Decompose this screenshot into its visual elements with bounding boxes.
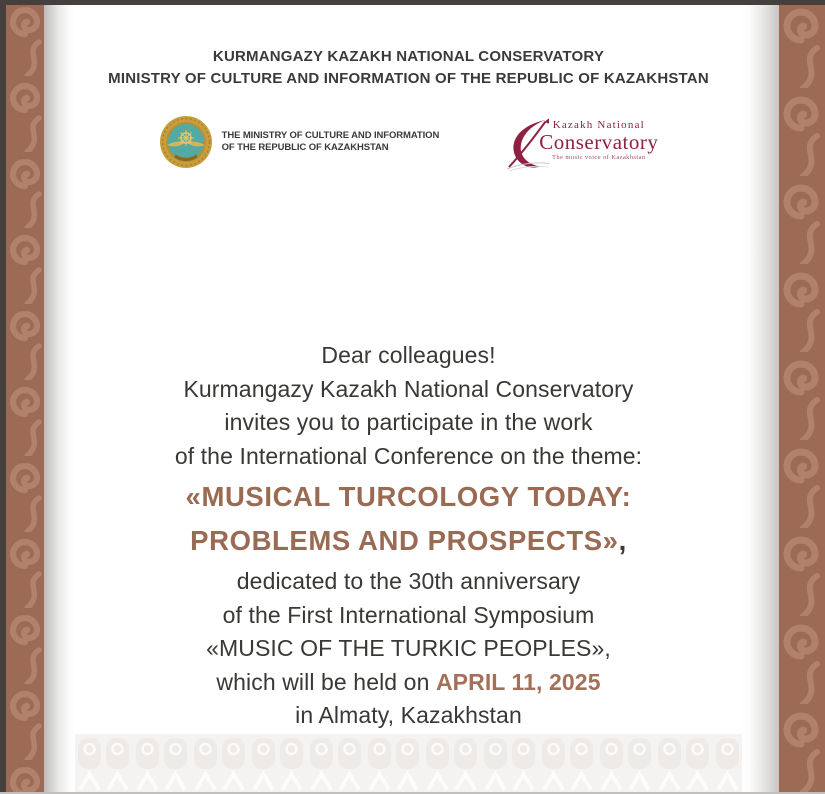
conservatory-logo — [505, 113, 658, 171]
left-ornament-border — [6, 0, 44, 794]
ministry-logo-line1: THE MINISTRY OF CULTURE AND INFORMATION — [221, 130, 440, 141]
invitation-text — [75, 339, 742, 733]
intro-line-4: of the International Conference on the theme: — [174, 442, 643, 469]
details-line-2: of the First International Symposium — [222, 601, 595, 628]
conservatory-logo-line2: Conservatory — [539, 130, 659, 154]
frame-top-edge — [0, 0, 825, 5]
ministry-logo — [159, 115, 440, 169]
intro-line-1: Dear colleagues! — [321, 342, 496, 368]
header-conservatory: KURMANGAZY KAZAKH NATIONAL CONSERVATORY — [212, 48, 605, 65]
date-line — [75, 666, 742, 700]
right-ornament-border — [779, 0, 825, 794]
logos-row — [75, 113, 742, 171]
date-line-prefix: which will be held on — [216, 668, 436, 695]
details-line-3: «MUSIC OF THE TURKIC PEOPLES», — [206, 635, 611, 661]
location-line: in Almaty, Kazakhstan — [295, 702, 522, 728]
bottom-frieze-ornament — [75, 734, 742, 792]
ministry-logo-text — [222, 130, 440, 154]
conference-title — [75, 473, 742, 565]
conference-title-comma: , — [618, 524, 627, 556]
document-page — [75, 0, 742, 794]
page-edge-shadow-left — [44, 0, 75, 794]
conference-title-line2 — [75, 519, 742, 563]
page-edge-shadow-right — [742, 0, 779, 794]
violin-bow-swoosh-icon — [505, 115, 549, 171]
conservatory-logo-line1: Kazakh National — [552, 119, 645, 131]
intro-line-3: invites you to participate in the work — [224, 409, 593, 435]
intro-line-2: Kurmangazy Kazakh National Conservatory — [183, 375, 634, 402]
conference-title-line2-text: PROBLEMS AND PROSPECTS» — [190, 524, 619, 556]
conference-title-line1: «MUSICAL TURCOLOGY TODAY: — [185, 481, 632, 512]
kazakhstan-emblem-icon — [159, 115, 213, 169]
conference-date: APRIL 11, 2025 — [435, 668, 601, 695]
conservatory-logo-tagline: The music voice of Kazakhstan — [552, 154, 646, 161]
ministry-logo-line2: OF THE REPUBLIC OF KAZAKHSTAN — [221, 142, 389, 153]
header-ministry: MINISTRY OF CULTURE AND INFORMATION OF THE REPUBLIC OF KAZAKHSTAN — [108, 70, 709, 87]
frame-left-edge — [0, 0, 6, 794]
details-line-1: dedicated to the 30th anniversary — [236, 568, 581, 594]
